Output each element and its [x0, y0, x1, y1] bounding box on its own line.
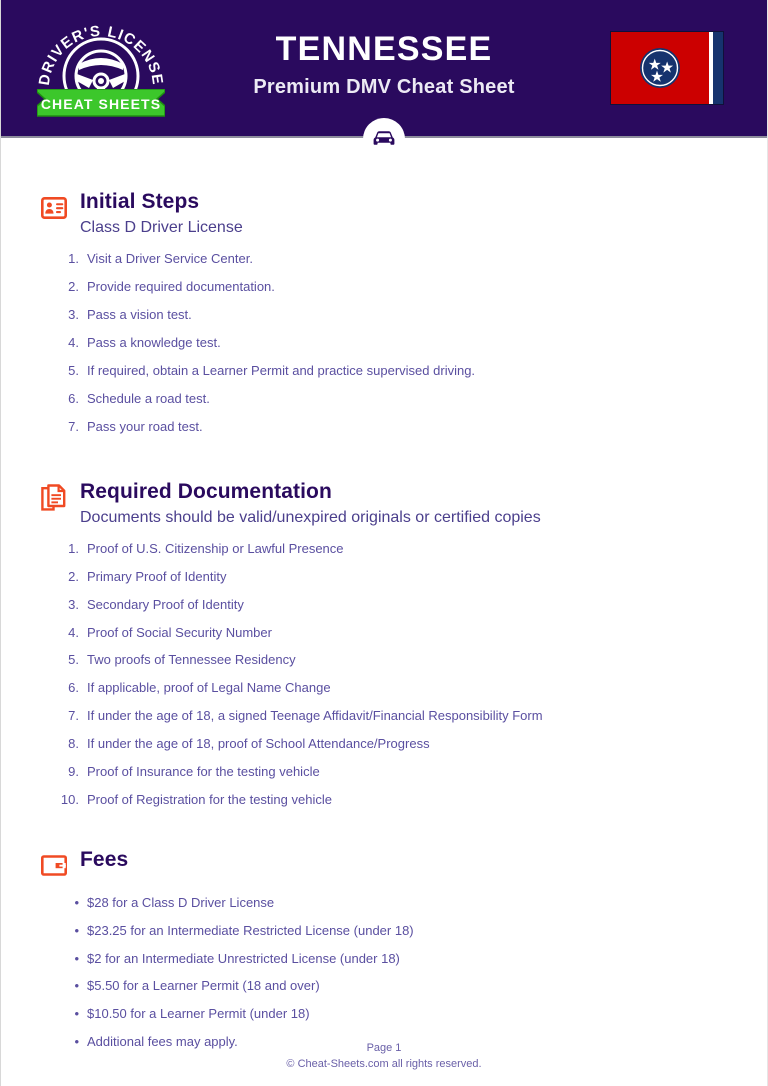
list-item-text: Pass your road test.	[87, 418, 203, 434]
list-item	[41, 895, 727, 912]
section-title: Initial Steps	[80, 190, 200, 213]
list-item-text: Pass a knowledge test.	[87, 335, 221, 350]
list-item	[41, 736, 727, 753]
brand-logo	[1, 14, 201, 122]
list-item-text: Proof of Registration for the testing vehicle	[87, 791, 332, 807]
list-item	[41, 652, 727, 669]
list-item-text: Pass a vision test.	[87, 307, 192, 323]
required-documentation-list	[41, 541, 727, 809]
list-item-bullet: •	[74, 1034, 79, 1050]
list-item	[41, 597, 727, 614]
list-item-number: 3.	[68, 307, 79, 323]
id-card-icon	[41, 193, 67, 223]
list-item-text: If under the age of 18, a signed Teenage Affidavit/Financial Responsibility Form	[87, 708, 543, 724]
section-header	[41, 480, 727, 527]
list-item	[41, 764, 727, 781]
list-item	[41, 391, 727, 408]
fees-list	[41, 895, 727, 1051]
list-item-text: Provide required documentation.	[87, 279, 275, 295]
logo-banner-text: CHEAT SHEETS	[40, 96, 162, 112]
list-item-number: 6.	[68, 390, 79, 406]
list-item-number: 1.	[68, 251, 79, 267]
list-item	[41, 307, 727, 324]
section-header	[41, 190, 727, 237]
section-initial-steps	[41, 190, 727, 436]
list-item-bullet: •	[74, 894, 79, 910]
list-item-number: 4.	[68, 624, 79, 640]
list-item-text: Schedule a road test.	[87, 390, 210, 406]
list-item-text: Visit a Driver Service Center.	[87, 251, 253, 267]
list-item-number: 1.	[68, 540, 79, 556]
car-icon	[372, 130, 396, 148]
car-badge	[363, 118, 405, 160]
page-header	[1, 0, 767, 138]
list-item	[41, 1006, 727, 1023]
list-item-number: 3.	[68, 596, 79, 612]
list-item-number: 2.	[68, 568, 79, 584]
list-item-bullet: •	[74, 922, 79, 938]
list-item	[41, 680, 727, 697]
tennessee-flag-icon	[611, 32, 723, 104]
section-header	[41, 848, 727, 881]
initial-steps-list	[41, 251, 727, 435]
list-item-bullet: •	[74, 950, 79, 966]
cheat-sheets-banner	[37, 89, 165, 119]
header-titles	[201, 31, 567, 105]
list-item-number: 7.	[68, 418, 79, 434]
section-title: Required Documentation	[80, 479, 332, 503]
list-item-number: 4.	[68, 335, 79, 350]
list-item-bullet: •	[74, 978, 79, 994]
list-item	[41, 419, 727, 436]
list-item	[41, 363, 727, 380]
list-item-text: Additional fees may apply.	[87, 1034, 238, 1050]
list-item-number: 8.	[68, 736, 79, 752]
list-item	[41, 625, 727, 642]
list-item-text: $5.50 for a Learner Permit (18 and over)	[87, 978, 320, 994]
list-item	[41, 951, 727, 968]
page-number: Page 1	[366, 1042, 402, 1054]
list-item	[41, 569, 727, 586]
list-item-number: 9.	[68, 764, 79, 780]
svg-text:DRIVER'S LICENSE	[36, 23, 166, 87]
list-item-text: $23.25 for an Intermediate Restricted License (under 18)	[87, 922, 414, 938]
list-item-text: If required, obtain a Learner Permit and practice supervised driving.	[87, 362, 476, 378]
list-item	[41, 335, 727, 352]
list-item-text: $2 for an Intermediate Unrestricted License (under 18)	[87, 950, 400, 966]
list-item-number: 6.	[68, 680, 79, 696]
section-fees	[41, 848, 727, 1051]
list-item-text: If applicable, proof of Legal Name Change	[87, 680, 331, 696]
list-item-number: 7.	[68, 708, 79, 724]
list-item-text: If under the age of 18, proof of School Attendance/Progress	[87, 736, 430, 752]
copyright-notice: © Cheat-Sheets.com all rights reserved.	[286, 1058, 482, 1070]
list-item-text: Secondary Proof of Identity	[87, 596, 244, 612]
section-title: Fees	[80, 847, 129, 871]
list-item-text: Two proofs of Tennessee Residency	[87, 652, 296, 668]
list-item-text: $10.50 for a Learner Permit (under 18)	[87, 1006, 310, 1022]
list-item	[41, 792, 727, 809]
list-item-number: 5.	[68, 362, 79, 378]
list-item	[41, 541, 727, 558]
list-item-text: Proof of Insurance for the testing vehicle	[87, 764, 320, 780]
list-item-text: Proof of Social Security Number	[87, 624, 272, 640]
list-item-text: Proof of U.S. Citizenship or Lawful Presence	[87, 540, 344, 556]
list-item-number: 10.	[60, 791, 79, 807]
state-flag-wrap	[567, 32, 767, 104]
list-item-bullet: •	[74, 1006, 79, 1022]
list-item-number: 5.	[68, 652, 79, 668]
list-item-text: $28 for a Class D Driver License	[87, 894, 275, 910]
logo-arc-text: DRIVER'S LICENSE	[35, 22, 167, 87]
list-item	[41, 708, 727, 725]
list-item-text: Primary Proof of Identity	[87, 568, 227, 584]
list-item	[41, 978, 727, 995]
section-required-documentation	[41, 480, 727, 809]
page-title: TENNESSEE	[275, 29, 493, 68]
page-footer	[1, 1042, 767, 1070]
list-item-number: 2.	[68, 279, 79, 295]
document-icon	[41, 483, 67, 513]
list-item	[41, 251, 727, 268]
wallet-icon	[41, 851, 67, 881]
section-subtitle: Class D Driver License	[80, 219, 243, 237]
page-subtitle: Premium DMV Cheat Sheet	[253, 76, 515, 99]
list-item	[41, 923, 727, 940]
section-subtitle: Documents should be valid/unexpired originals or certified copies	[80, 508, 541, 526]
page-content	[1, 138, 767, 1051]
list-item	[41, 279, 727, 296]
